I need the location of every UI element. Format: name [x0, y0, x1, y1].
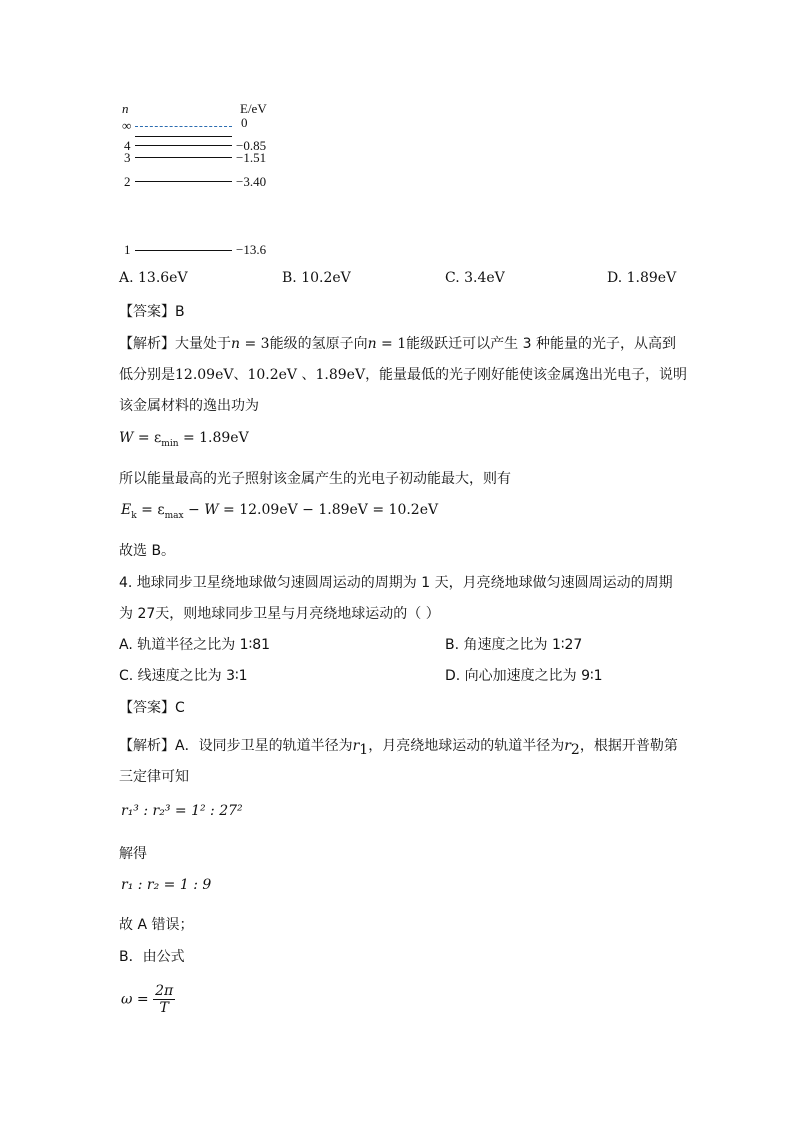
math-w: W: [119, 430, 134, 446]
q4-answer: [119, 697, 185, 717]
fraction-numerator: 2π: [155, 983, 174, 999]
math-e: E: [121, 502, 132, 518]
level-value-4: −0.85: [236, 138, 267, 153]
text: ，能量最低的光子刚好能使该金属逸出光电子，说明: [365, 367, 688, 383]
fraction-denominator: T: [159, 1000, 169, 1016]
q4-solve: 解得: [119, 846, 147, 862]
level-line-5: [135, 136, 232, 137]
math-n: n: [367, 336, 377, 352]
text: A．设同步卫星的轨道半径为: [175, 738, 353, 754]
q3-analysis-line-2: [119, 364, 687, 384]
fraction: [153, 983, 175, 1016]
math-sub: 1: [359, 741, 369, 758]
text: ，月亮绕地球运动的轨道半径为: [368, 738, 565, 754]
math-r: r: [564, 738, 571, 754]
level-n-1: 1: [124, 242, 131, 257]
q3-equation-1: [119, 430, 249, 449]
math-r: r: [352, 738, 360, 754]
text: ，根据开普勒第: [579, 738, 678, 754]
q4-analysis-line-1: [119, 735, 678, 758]
math-eq: =: [132, 991, 154, 1008]
answer-value: C: [175, 700, 185, 716]
q3-answer: [119, 301, 185, 321]
q3-equation-2: [121, 502, 438, 521]
level-n-4: 4: [124, 138, 131, 153]
level-line-4: [135, 145, 232, 146]
q4-stem-line-2: 为 27天，则地球同步卫星与月亮绕地球运动的（ ）: [119, 606, 440, 622]
q3-option-b: B. 10.2eV: [282, 270, 351, 286]
q3-option-d: D. 1.89eV: [607, 270, 677, 286]
level-value-2: −3.40: [236, 174, 267, 189]
q4-option-c: C. 线速度之比为 3∶1: [119, 668, 248, 684]
math-sub: 2: [570, 741, 580, 758]
math-minus: −: [183, 502, 205, 518]
text: 能级跃迁可以产生 3 种能量的光子，从高到: [406, 336, 676, 352]
q3-analysis-line-4: 所以能量最高的光子照射该金属产生的光电子初动能最大，则有: [119, 471, 511, 487]
level-value-inf: 0: [241, 115, 248, 130]
q4-omega-formula: [121, 983, 175, 1016]
level-value-1: −13.6: [236, 242, 267, 257]
math-omega: ω: [121, 991, 133, 1008]
q3-option-c: C. 3.4eV: [445, 270, 505, 286]
answer-value: B: [175, 304, 185, 320]
math-sub: max: [164, 510, 184, 521]
answer-tag: 【答案】: [119, 700, 175, 716]
math-sub: k: [131, 510, 137, 521]
level-line-1: [135, 250, 232, 251]
answer-tag: 【答案】: [119, 304, 175, 320]
q4-equation-1: r₁³ : r₂³ = 1² : 27²: [121, 803, 243, 819]
q4-stem-line-1: 4. 地球同步卫星绕地球做匀速圆周运动的周期为 1 天，月亮绕地球做匀速圆周运动的周期: [119, 575, 673, 591]
math-eq: = 3: [240, 336, 270, 352]
math-eq: = 1: [376, 336, 407, 352]
level-n-2: 2: [124, 174, 131, 189]
q4-option-b: B. 角速度之比为 1∶27: [445, 637, 583, 653]
text: 能级的氢原子向: [269, 336, 368, 352]
q4-b-intro: B．由公式: [119, 949, 185, 965]
level-line-inf: [135, 126, 232, 127]
n-axis-label: n: [122, 101, 129, 116]
math-w: W: [204, 502, 219, 518]
q4-a-wrong: 故 A 错误；: [119, 917, 194, 933]
math-n: n: [231, 336, 241, 352]
level-line-3: [135, 157, 232, 158]
text: 低分别是: [119, 367, 175, 383]
math-eps: = ε: [133, 430, 162, 446]
q3-analysis-line-3: 该金属材料的逸出功为: [119, 398, 259, 414]
math-values: 12.09eV、10.2eV 、1.89eV: [175, 367, 366, 383]
q3-analysis-line-1: [119, 333, 676, 353]
q4-option-d: D. 向心加速度之比为 9∶1: [445, 668, 603, 684]
math-rhs: = 1.89eV: [178, 430, 249, 446]
analysis-tag: 【解析】: [119, 336, 175, 352]
q3-conclusion: 故选 B。: [119, 543, 176, 559]
level-n-inf: ∞: [122, 118, 132, 133]
q4-option-a: A. 轨道半径之比为 1∶81: [119, 637, 271, 653]
q4-equation-2: r₁ : r₂ = 1 : 9: [121, 877, 212, 893]
level-n-3: 3: [124, 150, 131, 165]
q4-analysis-line-2: 三定律可知: [119, 769, 189, 785]
level-value-3: −1.51: [236, 150, 267, 165]
level-line-2: [135, 181, 232, 182]
text: 大量处于: [175, 336, 231, 352]
math-rhs: = 12.09eV − 1.89eV = 10.2eV: [218, 502, 439, 518]
q3-option-a: A. 13.6eV: [119, 270, 188, 286]
analysis-tag: 【解析】: [119, 738, 175, 754]
energy-axis-label: E/eV: [240, 101, 267, 116]
math-eps: = ε: [136, 502, 165, 518]
math-sub: min: [161, 438, 179, 449]
